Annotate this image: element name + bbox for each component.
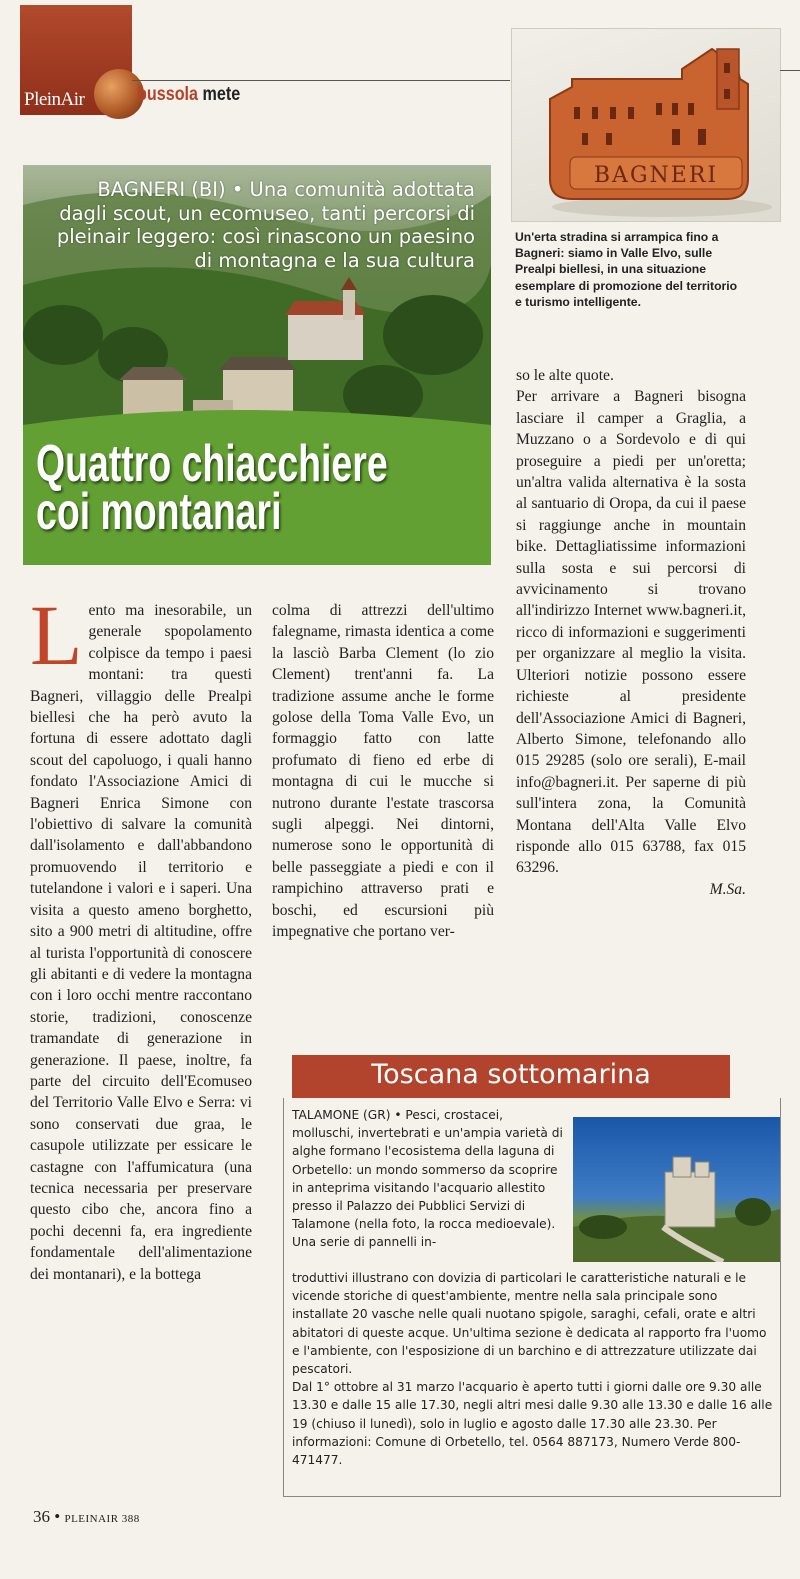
badge-engraved-text: BAGNERI [593, 163, 719, 188]
footer-bullet: • [54, 1507, 61, 1526]
sidebar-paragraph-1: TALAMONE (GR) • Pesci, crostacei, molluschi, invertebrati e un'ampia varietà di alghe formano l'ecosistema della laguna di Orbetello: un mondo sommerso da scoprire in anteprima visitando l'acquario allestito presso il Palazzo dei Pubblici Servizi di Talamone (nella foto, la rocca medioevale). Una serie di pannelli in- [292, 1108, 563, 1250]
article-column-3 [516, 365, 746, 900]
author-signature: M.Sa. [709, 880, 746, 898]
talamone-fortress-photo [573, 1117, 780, 1262]
page-number: 36 [33, 1507, 50, 1526]
section-name: mete [202, 84, 241, 105]
header-rule-right [780, 70, 800, 71]
header-rule [132, 80, 510, 81]
column-2-text: colma di attrezzi dell'ultimo falegname, rimasta identica a come la lasciò Barba Clement (lo zio Clement) trent'anni fa. La tradizione assume anche le forme golose della Toma Valle Evo, un formaggio fatto con latte profumato di fieno ed erbe di montagna di cui le mucche si nutrono durante l'estate trascorsa sugli alpeggi. Nei dintorni, numerose sono le opportunità di belle passeggiate a piedi e con il rampichino attraverso prati e boschi, ed escursioni più impegnative che portano ver- [272, 602, 494, 941]
column-3-paragraph-1: so le alte quote. [516, 367, 614, 384]
article-title-line2: coi montanari [36, 483, 282, 541]
issue-label: PLEINAIR 388 [64, 1513, 140, 1525]
column-3-paragraph-2: Per arrivare a Bagneri bisogna lasciare il camper a Graglia, a Muzzano o a Sordevolo e di qui proseguire a piedi per un'oretta; un'altra valida alternativa è la sosta al santuario di Oropa, da cui il paese si raggiunge anche in mountain bike. Dettagliatissime informazioni sulla sosta e sui percorsi di avvicinamento si trovano all'indirizzo Internet www.bagneri.it, ricco di informazioni e suggerimenti per organizzare al meglio la visita. Ulteriori notizie possono essere richieste al presidente dell'Associazione Amici di Bagneri, Alberto Simone, telefonando allo 015 29285 (solo ore serali), E-mail info@bagneri.it. Per saperne di più sull'intera zona, la Comunità Montana dell'Alta Valle Elvo risponde allo 015 63788, fax 015 63296. [516, 388, 746, 877]
bagneri-terracotta-photo [511, 28, 781, 222]
article-column-2 [272, 600, 494, 943]
article-title [36, 435, 388, 541]
badge-photo-caption: Un'erta stradina si arrampica fino a Bagneri: siamo in Valle Elvo, sulle Prealpi biellesi, in una situazione esemplare di promozione del territorio e turismo intelligente. [515, 230, 738, 309]
drop-cap: L [30, 587, 83, 683]
hero-subtitle: BAGNERI (BI) • Una comunità adottata dagli scout, un ecomuseo, tanti percorsi di pleinair leggero: così rinascono un paesino di montagna e la sua cultura [56, 178, 475, 272]
fortress-illustration [573, 1117, 780, 1262]
sidebar-title-bar [292, 1055, 730, 1098]
column-1-text: ento ma inesorabile, un generale spopolamento colpisce da tempo i paesi montani: tra questi Bagneri, villaggio delle Prealpi biellesi che ha però avuto la fortuna di essere adottato dagli scout del capoluogo, i quali hanno fondato l'Associazione Amici di Bagneri Enrica Simone con l'obiettivo di salvare la comunità dall'isolamento e dall'abbandono promuovendo il territorio e tutelandone i valori e i saperi. Una visita a questo ameno borghetto, sito a 900 metri di altitudine, offre al turista l'opportunità di conoscere gli abitanti e di vedere la montagna con i loro occhi mentre raccontano storie, tradizioni, conoscenze tramandate di generazione in generazione. Il paese, inoltre, fa parte del circuito dell'Ecomuseo del Territorio Valle Elvo e Serra: vi sono conservati due graa, le casupole utilizzate per essicare le castagne con l'affumicatura (una tecnica necessaria per preservare questo cibo che, ancora fino a pochi decenni fa, era ingrediente fondamentale dell'alimentazione dei montanari), e la bottega [30, 602, 252, 1283]
sidebar-text-bottom [292, 1269, 773, 1469]
sidebar-paragraph-3: Dal 1° ottobre al 31 marzo l'acquario è aperto tutti i giorni dalle ore 9.30 alle 13.30 e dalle 15 alle 17.30, negli altri mesi dalle 9.30 alle 13.30 e dalle 16 alle 19 (chiuso il lunedì), solo in luglio e agosto dalle 17.30 alle 23.30. Per informazioni: Comune di Orbetello, tel. 0564 887173, Numero Verde 800-471477. [292, 1380, 773, 1468]
magazine-logo [20, 5, 132, 115]
article-column-1 [30, 587, 252, 1285]
sidebar-paragraph-2: troduttivi illustrano con dovizia di particolari le caratteristiche naturali e le vicende storiche di quest'ambiente, mentre nella sala principale sono installate 20 vasche nelle quali nuotano spigole, saraghi, cefali, orate e altri abitatori di queste acque. Un'ultima sezione è dedicata al rapporto fra l'uomo e l'ambiente, con l'esposizione di un barchino e di attrezzature utilizzate dai pescatori. [292, 1271, 767, 1377]
article-title-line1: Quattro chiacchiere [36, 435, 388, 493]
page-footer [33, 1507, 140, 1527]
terracotta-badge-illustration [512, 29, 780, 221]
logo-text: PleinAir [24, 89, 85, 110]
sidebar-text-top [292, 1106, 564, 1252]
section-keyword: bussola [137, 84, 199, 105]
section-label [137, 84, 240, 106]
sidebar-title: Toscana sottomarina [371, 1059, 651, 1090]
